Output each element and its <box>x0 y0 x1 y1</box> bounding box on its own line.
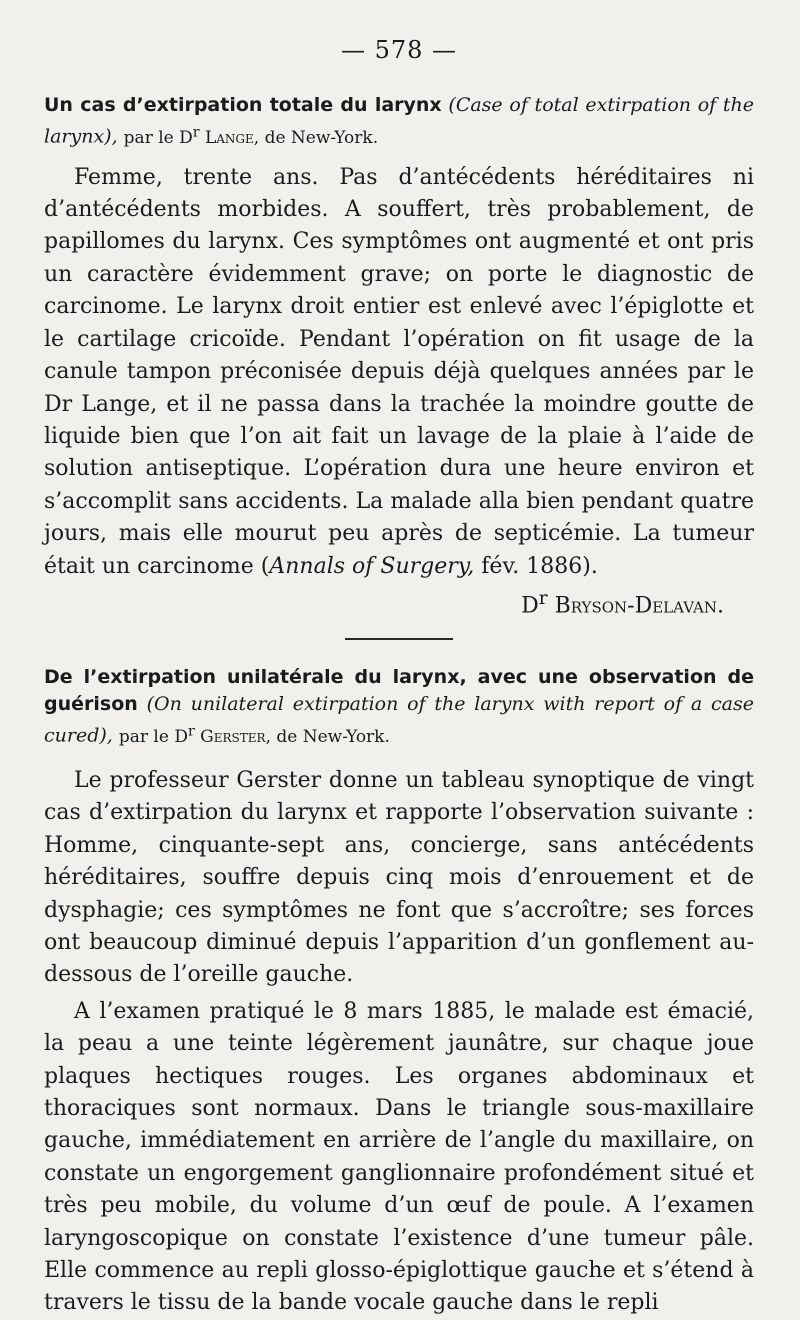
article-1-paragraph-text: Femme, trente ans. Pas d’antécédents héréditaires ni d’antécédents morbides. A souffert, très probablement, de papillomes du larynx. Ces symptômes ont augmenté et ont pris un caractère évidemment grave; on porte le diagnostic de carcinome. Le larynx droit entier est enlevé avec l’épiglotte et le cartilage cricoïde. Pendant l’opération on fit usage de la canule tampon préconisée depuis déjà quelques années par le Dr Lange, et il ne passa dans la trachée la moindre goutte de liquide bien que l’on ait fait un lavage de la plaie à l’aide de solution antiseptique. L’opération dura une heure environ et s’accomplit sans accidents. La malade alla bien pendant quatre jours, mais elle mourut peu après de septicémie. La tumeur était un carcinome <box>44 164 754 579</box>
article-1-by: par le D <box>123 127 193 148</box>
article-1-title: Un cas d’extirpation totale du larynx <box>44 94 442 116</box>
article-1-source: Annals of Surgery, <box>269 553 475 579</box>
article-1-paragraph: Femme, trente ans. Pas d’antécédents héréditaires ni d’antécédents morbides. A souffert, très probablement, de papillomes du larynx. Ces symptômes ont augmenté et ont pris un caractère évidemment grave; on porte le diagnostic de carcinome. Le larynx droit entier est enlevé avec l’épiglotte et le cartilage cricoïde. Pendant l’opération on fit usage de la canule tampon préconisée depuis déjà quelques années par le Dr Lange, et il ne passa dans la trachée la moindre goutte de liquide bien que l’on ait fait un lavage de la plaie à l’aide de solution antiseptique. L’opération dura une heure environ et s’accomplit sans accidents. La malade alla bien pendant quatre jours, mais elle mourut peu après de septicémie. La tumeur était un carcinome (Annals of Surgery, fév. 1886). <box>44 164 754 579</box>
article-2-place: , de New-York. <box>265 726 390 747</box>
article-2-english-title: (On unilateral extirpation of the larynx with report of a case cured), <box>44 693 754 747</box>
article-1-signature-prefix: D <box>521 593 539 619</box>
article-1-place: , de New-York. <box>253 127 379 148</box>
article-1-by-sup: r <box>192 124 200 140</box>
article-2-paragraph-2: A l’examen pratiqué le 8 mars 1885, le malade est émacié, la peau a une teinte légèrement jaunâtre, sur chaque joue plaques hectiques rouges. Les organes abdominaux et thoraciques sont normaux. Dans le triangle sous-maxillaire gauche, immédiatement en arrière de l’angle du maxillaire, on constate un engorgement ganglionnaire profondément situé et très peu mobile, du volume d’un œuf de poule. A l’examen laryngoscopique on constate l’existence d’une tumeur pâle. Elle commence au repli glosso-épiglottique gauche et s’étend à travers le tissu de la bande vocale gauche dans le repli <box>44 998 754 1316</box>
article-1-signature <box>44 583 754 622</box>
article-1-author: Lange <box>204 127 254 148</box>
article-2-by-sup: r <box>187 723 195 740</box>
article-2-by: par le D <box>118 726 188 747</box>
page-number: — 578 — <box>340 36 458 64</box>
article-2-heading <box>44 664 754 751</box>
article-2-author: Gerster <box>200 726 266 747</box>
article-2-paragraph-1: Le professeur Gerster donne un tableau synoptique de vingt cas d’extirpation du larynx et rapporte l’observation suivante : Homme, cinquante-sept ans, concierge, sans antécédents héréditaires, souffre depuis cinq mois d’enrouement et de dysphagie; ces symptômes ne font que s’accroître; ses forces ont beaucoup diminué depuis l’apparition d’un gonflement au-dessous de l’oreille gauche. <box>44 767 754 988</box>
article-1-heading <box>44 92 754 152</box>
article-1-signature-sup: r <box>538 587 548 609</box>
section-divider <box>345 638 453 640</box>
article-1-byline <box>123 124 379 148</box>
article-2-title: De l’extirpation unilatérale du larynx, avec une observation de guérison <box>44 666 754 716</box>
article-1-source-date: fév. 1886). <box>474 553 598 579</box>
article-1-english-title: (Case of total extirpation of the larynx), <box>44 94 754 148</box>
article-1-signature-name: Bryson-Delavan. <box>554 593 724 619</box>
article-2-byline <box>118 723 390 747</box>
